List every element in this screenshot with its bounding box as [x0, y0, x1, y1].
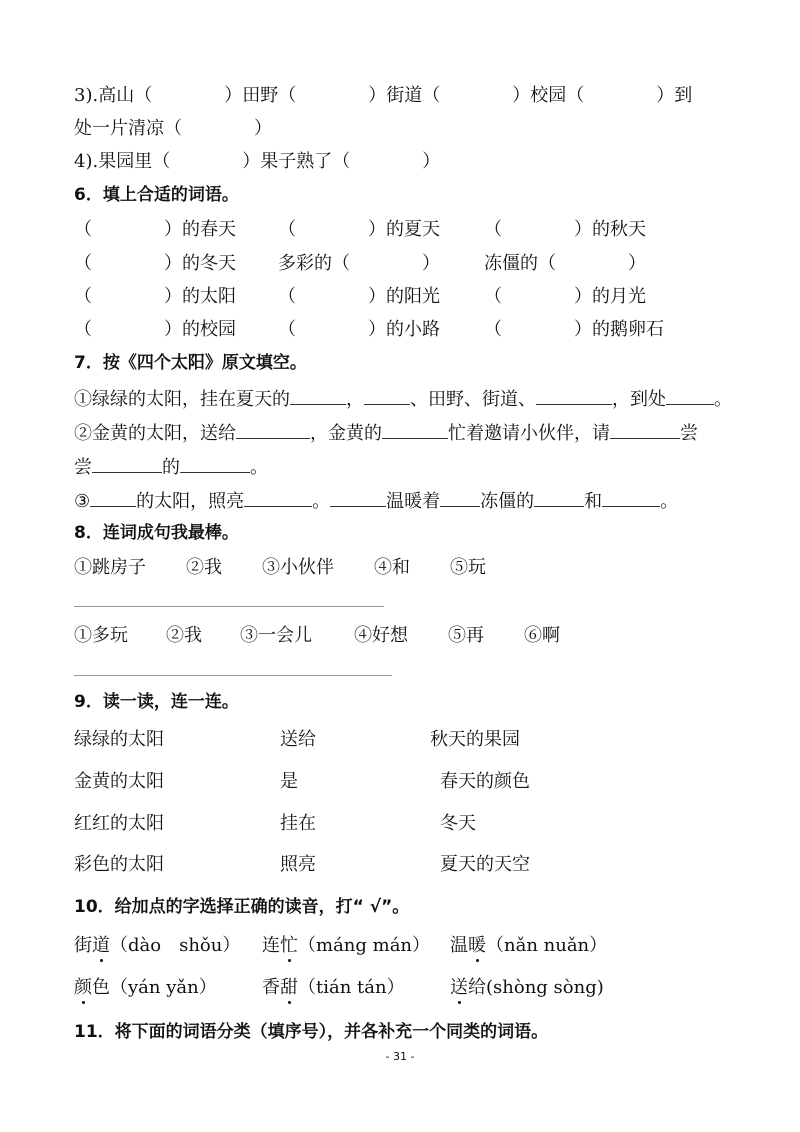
q10-item[interactable]: 送给(shòng sòng) [450, 977, 604, 998]
q5-item3: 3).高山（ ）田野（ ）街道（ ）校园（ ）到 [74, 85, 693, 106]
q6-r1c3: （ ）的秋天 [484, 219, 646, 240]
dotted-char: 送 [450, 977, 468, 998]
q6-r4c3: （ ）的鹅卵石 [484, 319, 664, 340]
fill-blank[interactable] [382, 420, 448, 439]
q7-line3: 尝 的 。 [74, 454, 268, 480]
q7-line2: ②金黄的太阳，送给 ，金黄的 忙着邀请小伙伴，请 尝 [74, 420, 698, 446]
q9-right-item[interactable]: 冬天 [440, 813, 476, 834]
q8-word: ④和 [374, 557, 410, 578]
dotted-char: 甜 [280, 977, 298, 998]
fill-blank[interactable] [534, 488, 584, 507]
q10-item[interactable]: 香甜（tián tán） [262, 977, 405, 998]
q6-r3c3: （ ）的月光 [484, 286, 646, 307]
fill-blank[interactable] [90, 488, 136, 507]
fill-blank[interactable] [290, 386, 346, 405]
q9-left-item[interactable]: 红红的太阳 [74, 813, 164, 834]
q6-r2c2: 多彩的（ ） [278, 253, 440, 274]
fill-blank[interactable] [364, 386, 410, 405]
dotted-char: 道 [92, 935, 110, 956]
fill-blank[interactable] [92, 454, 162, 473]
q8-word: ②我 [166, 625, 202, 646]
q8-word: ③一会儿 [240, 625, 312, 646]
q6-r4c2: （ ）的小路 [278, 319, 440, 340]
fill-blank[interactable] [610, 420, 680, 439]
fill-blank[interactable] [244, 488, 312, 507]
q8-word: ⑤再 [448, 625, 484, 646]
q7-line1: ①绿绿的太阳，挂在夏天的 ， 、田野、街道、 ，到处 。 [74, 386, 732, 412]
q10-item[interactable]: 连忙（máng mán） [262, 935, 431, 956]
dotted-char: 暖 [468, 935, 486, 956]
q9-mid-item[interactable]: 送给 [280, 729, 316, 750]
q10-title: 10．给加点的字选择正确的读音，打“ √”。 [74, 897, 410, 917]
q9-left-item[interactable]: 彩色的太阳 [74, 854, 164, 875]
q9-title: 9．读一读，连一连。 [74, 692, 239, 712]
q9-right-item[interactable]: 夏天的天空 [440, 854, 530, 875]
fill-blank[interactable] [602, 488, 660, 507]
q7-line4: ③ 的太阳，照亮 。 温暖着 冻僵的 和 。 [74, 488, 678, 514]
q6-r3c2: （ ）的阳光 [278, 286, 440, 307]
q8-word: ①多玩 [74, 625, 128, 646]
q9-left-item[interactable]: 金黄的太阳 [74, 771, 164, 792]
q8-title: 8．连词成句我最棒。 [74, 523, 239, 543]
q8-word: ⑤玩 [450, 557, 486, 578]
fill-blank[interactable] [236, 420, 310, 439]
q6-r1c1: （ ）的春天 [74, 219, 236, 240]
page-number: - 31 - [385, 1050, 415, 1063]
dotted-char: 颜 [74, 977, 92, 998]
q9-right-item[interactable]: 秋天的果园 [430, 729, 520, 750]
q8-word: ③小伙伴 [262, 557, 334, 578]
fill-blank[interactable] [666, 386, 714, 405]
fill-blank[interactable] [536, 386, 612, 405]
q6-r1c2: （ ）的夏天 [278, 219, 440, 240]
q9-right-item[interactable]: 春天的颜色 [440, 771, 530, 792]
q11-title: 11．将下面的词语分类（填序号），并各补充一个同类的词语。 [74, 1022, 549, 1042]
answer-line[interactable] [74, 675, 392, 676]
fill-blank[interactable] [440, 488, 480, 507]
q7-title: 7．按《四个太阳》原文填空。 [74, 353, 307, 373]
q8-word: ⑥啊 [524, 625, 560, 646]
q5-item4: 4).果园里（ ）果子熟了（ ） [74, 151, 441, 172]
q8-word: ④好想 [354, 625, 408, 646]
q6-r3c1: （ ）的太阳 [74, 286, 236, 307]
q6-title: 6．填上合适的词语。 [74, 185, 239, 205]
answer-line[interactable] [74, 606, 384, 607]
fill-blank[interactable] [180, 454, 250, 473]
q10-item[interactable]: 温暖（nǎn nuǎn） [450, 935, 608, 956]
q9-mid-item[interactable]: 是 [280, 771, 298, 792]
q6-r4c1: （ ）的校园 [74, 319, 236, 340]
q10-item[interactable]: 颜色（yán yǎn） [74, 977, 217, 998]
q10-item[interactable]: 街道（dào shǒu） [74, 935, 241, 956]
q8-word: ②我 [186, 557, 222, 578]
q9-mid-item[interactable]: 照亮 [280, 854, 316, 875]
q8-word: ①跳房子 [74, 557, 146, 578]
q6-r2c1: （ ）的冬天 [74, 253, 236, 274]
q6-r2c3: 冻僵的（ ） [484, 253, 646, 274]
fill-blank[interactable] [330, 488, 386, 507]
q9-mid-item[interactable]: 挂在 [280, 813, 316, 834]
dotted-char: 忙 [280, 935, 298, 956]
q5-item3-cont: 处一片清凉（ ） [74, 118, 272, 139]
q9-left-item[interactable]: 绿绿的太阳 [74, 729, 164, 750]
